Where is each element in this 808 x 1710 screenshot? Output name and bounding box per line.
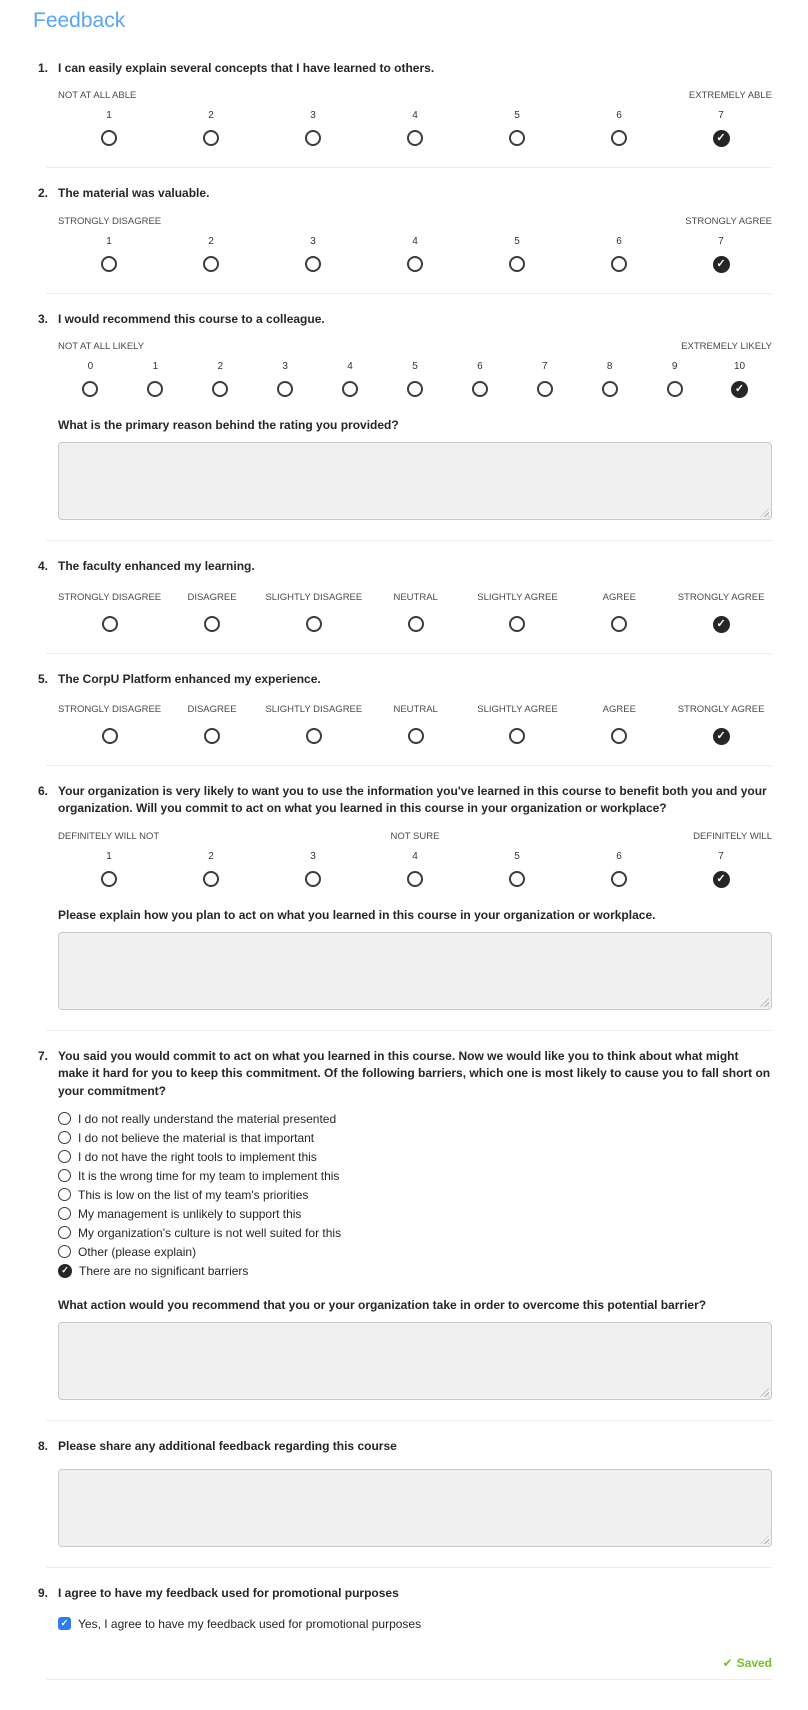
check-icon: ✓ — [716, 257, 726, 270]
scale-left-label: NOT AT ALL LIKELY — [58, 341, 145, 353]
check-icon: ✓ — [716, 729, 726, 742]
scale-option-label: NEUTRAL — [393, 703, 438, 715]
scale-option[interactable] — [58, 592, 161, 633]
barrier-action-textarea[interactable] — [58, 1322, 772, 1400]
bottom-spacer — [38, 1680, 772, 1710]
scale-option-label: 8 — [606, 361, 613, 373]
scale-option[interactable] — [365, 592, 467, 633]
scale-option-label: 5 — [514, 110, 520, 122]
scale-option[interactable] — [512, 361, 577, 398]
radio-button[interactable] — [611, 728, 627, 744]
radio-option-label: My management is unlikely to support this — [78, 1206, 302, 1221]
radio-button[interactable] — [408, 616, 424, 632]
radio-option[interactable] — [58, 1169, 772, 1183]
question-number: 1. — [38, 61, 49, 75]
scale-option-label: SLIGHTLY DISAGREE — [265, 703, 363, 715]
question-text: Your organization is very likely to want you to use the information you've learned in this course to benefit both you and your organization. Will you commit to act on what you learned in this course in your organization or workplace? — [58, 783, 767, 816]
radio-button[interactable] — [102, 616, 118, 632]
scale-option[interactable] — [447, 361, 512, 398]
scale-option[interactable] — [568, 592, 670, 633]
scale-option[interactable] — [263, 704, 365, 745]
followup-label: What action would you recommend that you or your organization take in order to overcome this potential barrier? — [58, 1297, 707, 1312]
check-icon: ✔ — [722, 1655, 733, 1670]
rating-reason-textarea[interactable] — [58, 442, 772, 520]
scale-right-label: EXTREMELY ABLE — [688, 90, 772, 102]
radio-button[interactable] — [713, 871, 730, 888]
scale-option-label: 5 — [412, 361, 418, 373]
scale-option[interactable] — [707, 361, 772, 398]
scale-option[interactable] — [262, 236, 364, 273]
radio-button[interactable] — [58, 1226, 71, 1239]
question-block — [38, 168, 772, 292]
radio-button[interactable] — [509, 728, 525, 744]
scale-option-label: 2 — [208, 235, 214, 247]
question-block — [38, 541, 772, 652]
scale-option[interactable] — [466, 236, 568, 273]
scale-option-label: 3 — [310, 850, 316, 862]
radio-button[interactable] — [667, 381, 683, 397]
scale-option-label: STRONGLY AGREE — [677, 591, 765, 603]
question-block — [38, 654, 772, 765]
radio-button[interactable] — [203, 256, 219, 272]
radio-option-label: There are no significant barriers — [79, 1263, 249, 1278]
scale-option-label: 2 — [208, 850, 214, 862]
scale-option-label: 6 — [616, 110, 622, 122]
scale-option[interactable] — [188, 361, 253, 398]
scale-option-label: 7 — [542, 361, 548, 373]
check-icon: ✓ — [60, 1617, 69, 1629]
question-block — [38, 1421, 772, 1567]
radio-button[interactable] — [305, 871, 321, 887]
scale-option[interactable] — [568, 704, 670, 745]
radio-button[interactable] — [305, 256, 321, 272]
scale-option[interactable] — [263, 592, 365, 633]
radio-button[interactable] — [713, 616, 730, 633]
scale-option-label: 2 — [217, 361, 224, 373]
radio-button[interactable] — [537, 381, 553, 397]
radio-button[interactable] — [407, 381, 423, 397]
radio-button[interactable] — [342, 381, 358, 397]
scale-right-label: STRONGLY AGREE — [685, 215, 772, 227]
scale-option-label: 3 — [282, 361, 288, 373]
check-icon: ✓ — [61, 1265, 69, 1276]
scale-option-label: 7 — [718, 110, 724, 122]
scale-option-label: 6 — [477, 361, 483, 373]
followup-label: What is the primary reason behind the rating you provided? — [58, 418, 399, 433]
textarea-wrapper — [58, 932, 772, 1010]
radio-option[interactable] — [58, 1150, 772, 1164]
check-icon: ✓ — [716, 132, 726, 145]
scale-option[interactable] — [466, 110, 568, 147]
scale-option-label: SLIGHTLY DISAGREE — [265, 591, 363, 603]
radio-button[interactable] — [212, 381, 228, 397]
scale-option-label: 10 — [733, 361, 746, 373]
scale-option[interactable] — [568, 851, 670, 888]
scale-anchors — [58, 216, 772, 227]
question-text: The faculty enhanced my learning. — [58, 559, 255, 574]
scale-left-label: STRONGLY DISAGREE — [58, 215, 162, 227]
scale-option[interactable] — [577, 361, 642, 398]
scale-anchors — [58, 831, 772, 842]
radio-button[interactable] — [602, 381, 618, 397]
scale-option[interactable] — [160, 851, 262, 888]
scale-option[interactable] — [123, 361, 188, 398]
radio-button[interactable] — [82, 381, 98, 397]
question-text: I would recommend this course to a colleague. — [58, 311, 325, 326]
radio-button[interactable] — [58, 1207, 71, 1220]
question-number: 3. — [38, 311, 49, 326]
scale-option-label: 3 — [310, 110, 316, 122]
textarea-wrapper — [58, 1469, 772, 1547]
checkbox-label: Yes, I agree to have my feedback used for promotional purposes — [78, 1616, 422, 1631]
scale-option-label: 9 — [671, 361, 678, 373]
radio-button[interactable] — [713, 256, 730, 273]
question-text: I agree to have my feedback used for promotional purposes — [58, 1586, 399, 1601]
radio-button[interactable] — [102, 728, 118, 744]
radio-button[interactable] — [58, 1150, 71, 1163]
rating-scale — [58, 236, 772, 273]
radio-button[interactable] — [58, 1264, 72, 1278]
scale-option-label: 1 — [152, 361, 159, 373]
radio-button[interactable] — [713, 728, 730, 745]
promo-consent-checkbox[interactable] — [58, 1617, 71, 1630]
scale-option[interactable] — [160, 110, 262, 147]
radio-button[interactable] — [611, 871, 627, 887]
scale-option[interactable] — [161, 592, 263, 633]
question-text: The material was valuable. — [58, 186, 210, 201]
radio-button[interactable] — [611, 616, 627, 632]
radio-button[interactable] — [203, 871, 219, 887]
rating-scale — [58, 592, 772, 633]
radio-button[interactable] — [407, 256, 423, 272]
check-icon: ✓ — [734, 383, 745, 396]
scale-option-label: STRONGLY DISAGREE — [58, 703, 162, 715]
question-number: 6. — [38, 783, 49, 798]
scale-anchors — [58, 90, 772, 101]
radio-button[interactable] — [472, 381, 488, 397]
question-block — [38, 43, 772, 167]
radio-option[interactable] — [58, 1207, 772, 1221]
scale-option[interactable] — [58, 704, 161, 745]
scale-anchors — [58, 341, 772, 352]
radio-option-label: My organization's culture is not well suited for this — [78, 1225, 342, 1240]
question-block — [38, 1031, 772, 1420]
radio-option[interactable] — [58, 1226, 772, 1240]
scale-option[interactable] — [670, 110, 772, 147]
radio-button[interactable] — [611, 130, 627, 146]
radio-button[interactable] — [713, 130, 730, 147]
radio-button[interactable] — [509, 256, 525, 272]
scale-option-label: 1 — [106, 110, 112, 122]
radio-button[interactable] — [277, 381, 293, 397]
textarea-wrapper — [58, 1322, 772, 1400]
scale-option[interactable] — [467, 592, 569, 633]
radio-button[interactable] — [58, 1112, 71, 1125]
textarea-wrapper — [58, 442, 772, 520]
scale-option[interactable] — [670, 592, 772, 633]
scale-option-label: 4 — [412, 235, 418, 247]
scale-option[interactable] — [365, 704, 467, 745]
scale-left-label: DEFINITELY WILL NOT — [58, 830, 160, 842]
scale-option-label: 5 — [514, 850, 520, 862]
scale-option-label: 7 — [718, 235, 724, 247]
radio-option-label: This is low on the list of my team's priorities — [78, 1187, 309, 1202]
radio-button[interactable] — [58, 1131, 71, 1144]
question-number: 2. — [38, 186, 49, 201]
check-icon: ✓ — [716, 872, 726, 885]
radio-button[interactable] — [203, 130, 219, 146]
scale-option[interactable] — [364, 851, 466, 888]
scale-option-label: 1 — [106, 850, 112, 862]
action-plan-textarea[interactable] — [58, 932, 772, 1010]
question-text: The CorpU Platform enhanced my experience. — [58, 671, 321, 686]
radio-option-label: It is the wrong time for my team to implement this — [78, 1168, 340, 1183]
scale-left-label: NOT AT ALL ABLE — [58, 90, 137, 102]
scale-option[interactable] — [58, 110, 160, 147]
scale-option-label: SLIGHTLY AGREE — [477, 703, 558, 715]
scale-option-label: STRONGLY DISAGREE — [58, 591, 162, 603]
saved-label: Saved — [736, 1655, 772, 1670]
radio-option-label: I do not really understand the material presented — [78, 1111, 337, 1126]
scale-option[interactable] — [253, 361, 318, 398]
radio-option[interactable] — [58, 1112, 772, 1126]
scale-option[interactable] — [670, 851, 772, 888]
radio-button[interactable] — [731, 381, 748, 398]
question-number: 8. — [38, 1438, 49, 1453]
scale-option-label: 3 — [310, 235, 316, 247]
radio-option[interactable] — [58, 1245, 772, 1259]
saved-status — [38, 1651, 772, 1679]
radio-button[interactable] — [407, 130, 423, 146]
radio-button[interactable] — [101, 130, 117, 146]
scale-option[interactable] — [642, 361, 707, 398]
scale-option-label: NEUTRAL — [393, 591, 438, 603]
scale-option[interactable] — [262, 851, 364, 888]
radio-option-label: Other (please explain) — [78, 1244, 197, 1259]
radio-button[interactable] — [306, 728, 322, 744]
radio-button[interactable] — [305, 130, 321, 146]
radio-button[interactable] — [407, 871, 423, 887]
rating-scale — [58, 110, 772, 147]
radio-button[interactable] — [509, 130, 525, 146]
scale-option[interactable] — [364, 236, 466, 273]
rating-scale — [58, 361, 772, 398]
scale-option-label: DISAGREE — [187, 703, 237, 715]
feedback-form — [0, 43, 808, 1710]
question-number: 7. — [38, 1048, 49, 1063]
scale-option-label: 4 — [412, 850, 418, 862]
scale-option[interactable] — [383, 361, 448, 398]
rating-scale — [58, 704, 772, 745]
radio-option[interactable] — [58, 1188, 772, 1202]
scale-option-label: 1 — [106, 235, 112, 247]
question-number: 4. — [38, 559, 49, 574]
scale-option[interactable] — [262, 110, 364, 147]
scale-option[interactable] — [58, 851, 160, 888]
question-block — [38, 766, 772, 1030]
scale-option-label: 4 — [347, 361, 353, 373]
scale-option-label: DISAGREE — [187, 591, 237, 603]
barrier-options — [58, 1112, 772, 1278]
radio-button[interactable] — [509, 871, 525, 887]
rating-scale — [58, 851, 772, 888]
scale-option[interactable] — [364, 110, 466, 147]
question-number: 9. — [38, 1586, 49, 1601]
question-text: Please share any additional feedback regarding this course — [58, 1438, 397, 1453]
scale-option-label: 4 — [412, 110, 418, 122]
radio-button[interactable] — [509, 616, 525, 632]
scale-option[interactable] — [467, 704, 569, 745]
scale-option-label: SLIGHTLY AGREE — [477, 591, 558, 603]
scale-option-label: STRONGLY AGREE — [677, 703, 765, 715]
radio-button[interactable] — [101, 871, 117, 887]
promo-consent-option[interactable] — [58, 1617, 772, 1631]
radio-button[interactable] — [408, 728, 424, 744]
radio-option-label: I do not have the right tools to implement this — [78, 1149, 317, 1164]
question-text: You said you would commit to act on what you learned in this course. Now we would like you to think about what might make it hard for you to keep this commitment. Of the following barriers, which one is most likely to cause you to fall short on your commitment? — [58, 1048, 771, 1098]
question-block — [38, 294, 772, 540]
scale-option[interactable] — [160, 236, 262, 273]
additional-feedback-textarea[interactable] — [58, 1469, 772, 1547]
followup-label: Please explain how you plan to act on what you learned in this course in your organization or workplace. — [58, 907, 656, 922]
scale-option-label: 5 — [514, 235, 520, 247]
radio-button[interactable] — [58, 1188, 71, 1201]
question-text: I can easily explain several concepts that I have learned to others. — [58, 61, 435, 75]
scale-option-label: 7 — [718, 850, 724, 862]
scale-option[interactable] — [466, 851, 568, 888]
scale-option[interactable] — [161, 704, 263, 745]
question-block — [38, 1568, 772, 1650]
page-title: Feedback — [33, 9, 126, 32]
scale-option-label: 6 — [616, 850, 622, 862]
scale-option[interactable] — [318, 361, 383, 398]
radio-option[interactable] — [58, 1264, 772, 1278]
radio-button[interactable] — [611, 256, 627, 272]
scale-option[interactable] — [670, 236, 772, 273]
scale-option[interactable] — [58, 361, 123, 398]
radio-button[interactable] — [147, 381, 163, 397]
radio-option[interactable] — [58, 1131, 772, 1145]
scale-right-label: DEFINITELY WILL — [693, 830, 772, 842]
scale-option-label: AGREE — [602, 703, 636, 715]
radio-button[interactable] — [204, 728, 220, 744]
scale-right-label: EXTREMELY LIKELY — [681, 341, 772, 353]
radio-option-label: I do not believe the material is that important — [78, 1130, 315, 1145]
scale-option-label: 2 — [208, 110, 214, 122]
radio-button[interactable] — [101, 256, 117, 272]
scale-center-label: NOT SURE — [390, 830, 440, 842]
radio-button[interactable] — [58, 1169, 71, 1182]
scale-option[interactable] — [568, 236, 670, 273]
radio-button[interactable] — [306, 616, 322, 632]
scale-option-label: AGREE — [602, 591, 636, 603]
scale-option[interactable] — [568, 110, 670, 147]
scale-option-label: 0 — [87, 361, 94, 373]
check-icon: ✓ — [716, 617, 726, 630]
radio-button[interactable] — [58, 1245, 71, 1258]
scale-option[interactable] — [58, 236, 160, 273]
scale-option[interactable] — [670, 704, 772, 745]
scale-option-label: 6 — [616, 235, 622, 247]
question-number: 5. — [38, 671, 49, 686]
radio-button[interactable] — [204, 616, 220, 632]
